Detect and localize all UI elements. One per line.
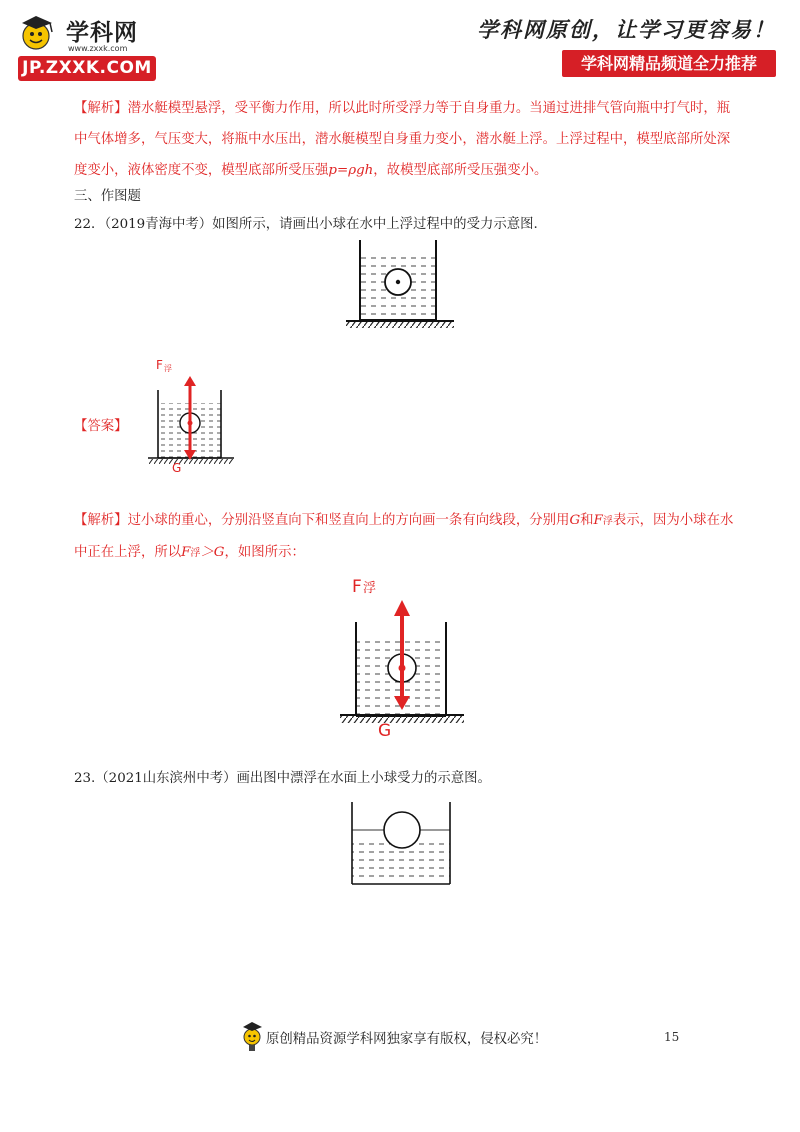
q21-analysis — [74, 93, 734, 186]
mascot-icon — [14, 12, 66, 56]
q22-figure-container — [340, 238, 460, 328]
copyright-text: 原创精品资源学科网独家享有版权，侵权必究！ — [266, 1032, 548, 1047]
q23-figure-container — [348, 800, 458, 890]
logo-name: 学科网 — [66, 20, 138, 46]
mascot-icon — [240, 1018, 266, 1052]
force-gravity-label: G — [378, 721, 392, 741]
analysis-label: 【解析】 — [74, 101, 128, 116]
ineq-rest: ＞G — [200, 545, 225, 560]
site-logo — [12, 12, 162, 84]
q22-analysis — [74, 505, 734, 569]
symbol-f: F — [593, 513, 603, 528]
logo-banner: JP.ZXXK.COM — [18, 56, 156, 81]
section-heading: 三、作图题 — [74, 189, 141, 204]
ineq-f-sub: 浮 — [190, 548, 201, 559]
question-23: 23.（2021山东滨州中考）画出图中漂浮在水面上小球受力的示意图。 — [74, 771, 491, 786]
analysis-text-2: 表示，因为小球在水中正在上浮，所以 — [74, 513, 734, 560]
analysis-text-end: ，故模型底部所受压强变小。 — [373, 163, 548, 178]
question-22: 22．（2019青海中考）如图所示，请画出小球在水中上浮过程中的受力示意图. — [74, 217, 538, 232]
pressure-formula: p=ρgh — [328, 163, 374, 178]
symbol-g: G — [569, 513, 581, 528]
footer — [240, 1018, 570, 1058]
force-gravity-label: G — [172, 461, 182, 475]
recommend-banner: 学科网精品频道全力推荐 — [562, 50, 776, 77]
ineq-f: F — [181, 545, 191, 560]
analysis-label: 【解析】 — [74, 513, 128, 528]
answer-label: 【答案】 — [74, 419, 128, 434]
force-buoyancy-subscript: 浮 — [164, 364, 172, 373]
header-slogan: 学科网原创，让学习更容易！ — [477, 17, 776, 42]
analysis-text-3: ，如图所示： — [224, 545, 305, 560]
analysis-text: 过小球的重心，分别沿竖直向下和竖直向上的方向画一条有向线段，分别用 — [127, 513, 570, 528]
analysis-text: 潜水艇模型悬浮，受平衡力作用，所以此时所受浮力等于自身重力。当通过进排气管向瓶中打气时，瓶中气体增多，气压变大，将瓶中水压出，潜水艇模型自身重力变小，潜水艇上浮。上浮过程中，模型底部所处深度变小，液体密度不变，模型底部所受压强 — [74, 101, 731, 178]
logo-url: www.zxxk.com — [68, 44, 128, 53]
force-buoyancy-label: F — [352, 577, 362, 597]
page-number: 15 — [664, 1030, 680, 1044]
answer-figure — [144, 352, 244, 475]
force-buoyancy-subscript: 浮 — [363, 581, 377, 596]
analysis-figure — [334, 574, 474, 744]
symbol-f-sub: 浮 — [602, 516, 613, 527]
analysis-and: 和 — [580, 513, 594, 528]
force-buoyancy-label: F — [156, 358, 163, 372]
